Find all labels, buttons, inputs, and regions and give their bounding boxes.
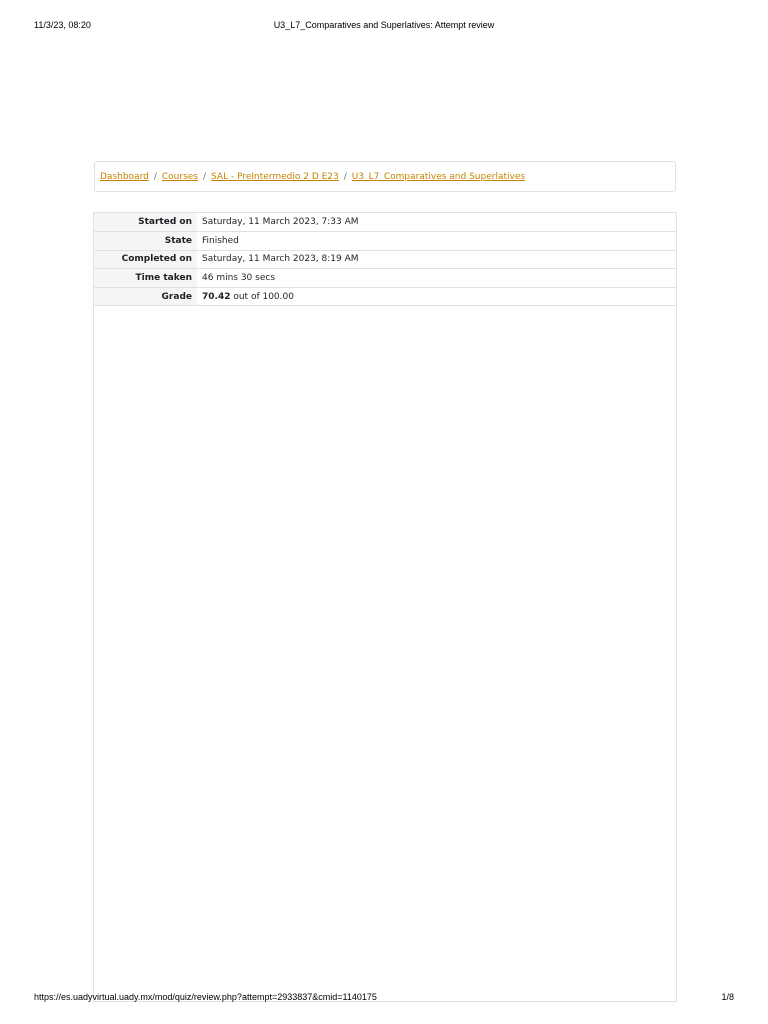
summary-label: Completed on: [94, 250, 197, 269]
breadcrumb-separator: /: [203, 171, 207, 182]
summary-label: Time taken: [94, 269, 197, 288]
breadcrumb: [94, 161, 676, 192]
print-timestamp: 11/3/23, 08:20: [34, 20, 91, 30]
grade-suffix: out of 100.00: [233, 291, 294, 302]
breadcrumb-dashboard-link[interactable]: Dashboard: [100, 171, 149, 182]
summary-value: 46 mins 30 secs: [197, 269, 676, 288]
breadcrumb-courses-link[interactable]: Courses: [161, 171, 198, 182]
breadcrumb-separator: /: [153, 171, 157, 182]
summary-value: Saturday, 11 March 2023, 7:33 AM: [202, 217, 359, 228]
attempt-summary-table: [94, 213, 676, 306]
summary-row-time-taken: [94, 269, 676, 288]
summary-value: Finished: [197, 232, 676, 251]
summary-row-grade: [94, 287, 676, 306]
grade-score: 70.42: [202, 291, 231, 302]
summary-row-state: [94, 232, 676, 251]
breadcrumb-quiz-link[interactable]: U3_L7_Comparatives and Superlatives: [351, 171, 526, 182]
breadcrumb-separator: /: [343, 171, 347, 182]
summary-label: Started on: [94, 213, 197, 232]
attempt-summary-panel: [93, 212, 677, 1002]
summary-row-started-on: [94, 213, 676, 232]
print-header: [0, 0, 768, 40]
summary-row-completed-on: [94, 250, 676, 269]
print-url: https://es.uadyvirtual.uady.mx/mod/quiz/review.php?attempt=2933837&cmid=1140175: [34, 992, 377, 1002]
page-number: 1/8: [721, 992, 734, 1002]
print-page-title: U3_L7_Comparatives and Superlatives: Attempt review: [273, 20, 495, 30]
summary-label: Grade: [94, 287, 197, 306]
breadcrumb-course-link[interactable]: SAL - PreIntermedio 2 D E23: [211, 171, 339, 182]
grade-value: [197, 287, 676, 306]
print-footer: [0, 992, 768, 1012]
summary-value: Saturday, 11 March 2023, 8:19 AM: [197, 250, 676, 269]
summary-label: State: [94, 232, 197, 251]
